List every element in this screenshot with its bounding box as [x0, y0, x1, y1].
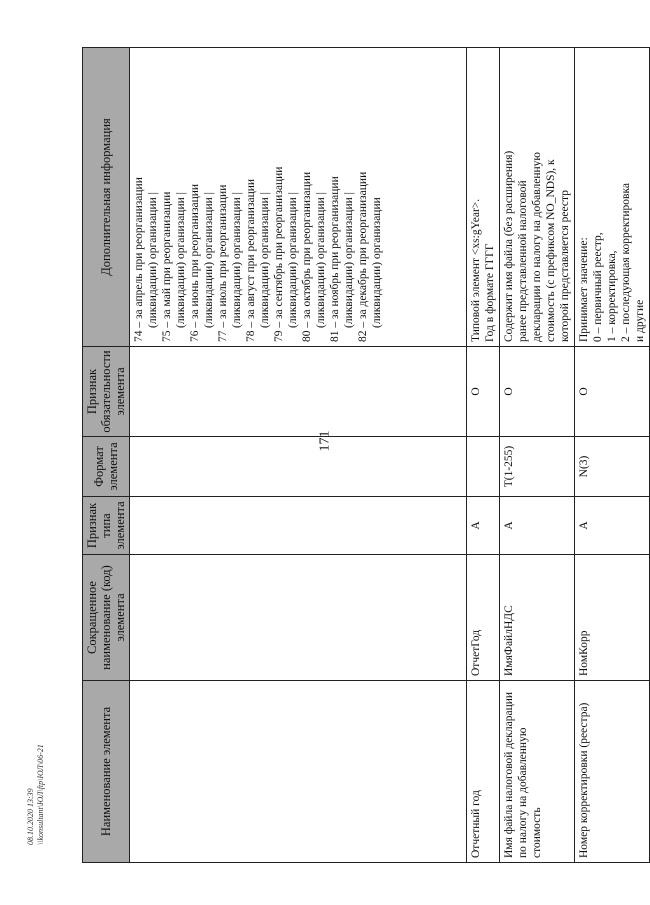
info-line: 80 – за октябрь при реорганизации	[301, 171, 313, 342]
info-line: которой представляется реестр	[559, 190, 571, 342]
info-line: 2 – последующая корректировка	[620, 183, 632, 342]
info-line: (ликвидации) организации |	[231, 192, 243, 328]
info-line: 77 – за июль при реорганизации	[217, 184, 229, 342]
cell-name	[130, 681, 467, 863]
cell-format	[130, 437, 467, 497]
footnote-timestamp: 08.10.2020 13:39	[26, 788, 35, 845]
info-line: 81 – за ноябрь при реорганизации	[329, 176, 341, 342]
info-line: и другие	[634, 299, 646, 342]
header-required: Признак обязательности элемента	[83, 347, 130, 437]
info-line: 0 – первичный реестр,	[592, 232, 604, 342]
info-line: (ликвидации) организации |	[315, 192, 327, 328]
info-line: 82 – за декабрь при реорганизации	[357, 171, 369, 342]
continuation-row	[130, 48, 467, 863]
cell-format	[467, 437, 500, 497]
cell-type: А	[500, 497, 575, 555]
cell-short-name	[130, 555, 467, 681]
info-line: (ликвидации) организации |	[259, 192, 271, 328]
header-type: Признак типа элемента	[83, 497, 130, 555]
cell-required	[130, 347, 467, 437]
header-format: Формат элемента	[83, 437, 130, 497]
cell-short-name: ИмяФайлНДС	[500, 555, 575, 681]
info-line: 78 – за август при реорганизации	[245, 178, 257, 342]
cell-format: N(3)	[575, 437, 650, 497]
table-row	[500, 48, 575, 863]
table-row	[575, 48, 650, 863]
info-line: декларации по налогу на добавленную	[531, 151, 543, 342]
info-line: Типовой элемент <xs:gYear>.	[470, 198, 482, 342]
cell-info	[130, 48, 467, 347]
info-line: (ликвидации) организации |	[343, 192, 355, 328]
info-line: 74 – за апрель при реорганизации	[133, 177, 145, 342]
info-line: (ликвидации) организации |	[287, 192, 299, 328]
cell-type	[130, 497, 467, 555]
table-row	[467, 48, 500, 863]
cell-info	[575, 48, 650, 347]
cell-type: А	[575, 497, 650, 555]
header-info: Дополнительная информация	[83, 48, 130, 347]
info-line: Год в формате ГГГГ	[484, 243, 496, 342]
info-line: (ликвидации) организации |	[175, 192, 187, 328]
info-line: (ликвидации) организации	[371, 197, 383, 328]
page-number: 171	[317, 430, 333, 452]
info-line: 76 – за июнь при реорганизации	[189, 183, 201, 342]
document-table-container	[82, 48, 646, 863]
info-line: Содержит имя файла (без расширения)	[503, 150, 515, 342]
info-line: Принимает значение:	[578, 237, 590, 342]
cell-required: О	[500, 347, 575, 437]
cell-name: Отчетный год	[467, 681, 500, 863]
cell-short-name: НомКорр	[575, 555, 650, 681]
cell-required: О	[575, 347, 650, 437]
print-footnote	[26, 744, 46, 845]
info-line: ранее представленной налоговой	[517, 180, 529, 342]
cell-type: А	[467, 497, 500, 555]
cell-format: T(1-255)	[500, 437, 575, 497]
info-line: 1 – корректировка,	[606, 250, 618, 342]
header-short-name: Сокращенное наименование (код) элемента	[83, 555, 130, 681]
info-line: 79 – за сентябрь при реорганизации	[273, 166, 285, 342]
cell-short-name: ОтчетГод	[467, 555, 500, 681]
info-line: стоимость (с префиксом NO_NDS), к	[545, 159, 557, 342]
footnote-path: \\konsultant\ЮЛ\ftp\ЮЛ\06-21	[36, 744, 45, 845]
cell-info	[500, 48, 575, 347]
cell-info	[467, 48, 500, 347]
element-spec-table	[82, 47, 650, 863]
info-line: (ликвидации) организации |	[147, 192, 159, 328]
cell-name: Имя файла налоговой декларации по налогу на добавленную стоимость	[500, 681, 575, 863]
header-row	[83, 48, 130, 863]
rotated-table	[82, 48, 646, 863]
cell-required: О	[467, 347, 500, 437]
info-line: 75 – за май при реорганизации	[161, 191, 173, 342]
header-name: Наименование элемента	[83, 681, 130, 863]
info-line: (ликвидации) организации |	[203, 192, 215, 328]
cell-name: Номер корректировки (реестра)	[575, 681, 650, 863]
